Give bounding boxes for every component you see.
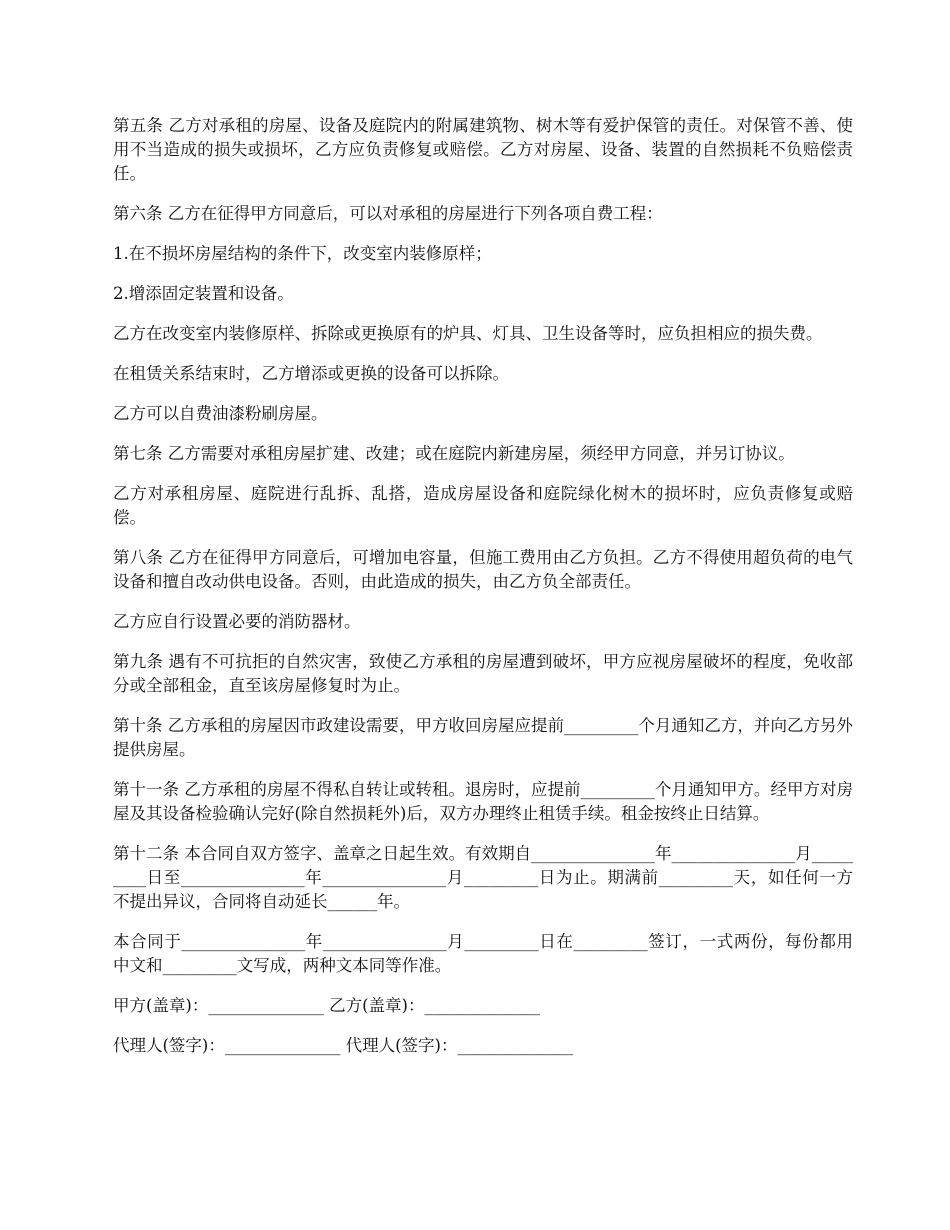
clause-5: 第五条 乙方对承租的房屋、设备及庭院内的附属建筑物、树木等有爱护保管的责任。对保管不善、使用不当造成的损失或损坏，乙方应负责修复或赔偿。乙方对房屋、设备、装置的自然损耗不负赔偿责任。 xyxy=(113,116,853,183)
clause-6-item-2: 2.增添固定装置和设备。 xyxy=(113,284,294,303)
clause-6-note-loss: 乙方在改变室内装修原样、拆除或更换原有的炉具、灯具、卫生设备等时，应负担相应的损失费。 xyxy=(113,324,823,343)
clause-11: 第十一条 乙方承租的房屋不得私自转让或转租。退房时，应提前_________个月通知甲方。经甲方对房屋及其设备检验确认完好(除自然损耗外)后，双方办理终止租赁手续。租金按终止日结算。 xyxy=(113,780,853,823)
party-seal-line: 甲方(盖章)：______________ 乙方(盖章)：______________ xyxy=(113,996,540,1015)
clause-10: 第十条 乙方承租的房屋因市政建设需要，甲方收回房屋应提前_________个月通知乙方，并向乙方另外提供房屋。 xyxy=(113,716,853,759)
clause-6-item-1: 1.在不损坏房屋结构的条件下，改变室内装修原样； xyxy=(113,244,492,263)
agent-signature-line: 代理人(签字)：______________ 代理人(签字)：______________ xyxy=(113,1036,573,1055)
clause-9: 第九条 遇有不可抗拒的自然灾害，致使乙方承租的房屋遭到破坏，甲方应视房屋破坏的程度，免收部分或全部租金，直至该房屋修复时为止。 xyxy=(113,652,853,695)
clause-7: 第七条 乙方需要对承租房屋扩建、改建；或在庭院内新建房屋，须经甲方同意，并另订协议。 xyxy=(113,444,795,463)
clause-8-note: 乙方应自行设置必要的消防器材。 xyxy=(113,612,361,631)
clause-6-note-paint: 乙方可以自费油漆粉刷房屋。 xyxy=(113,404,328,423)
clause-6-note-removal: 在租赁关系结束时，乙方增添或更换的设备可以拆除。 xyxy=(113,364,509,383)
clause-12: 第十二条 本合同自双方签字、盖章之日起生效。有效期自_______________年_______________月_________日至_______________年_______________月_________日为止。期满前_________天，如任何一方不提出异议，合同将自动延长______年。 xyxy=(113,844,853,911)
contract-document xyxy=(113,114,853,1074)
signing-info: 本合同于_______________年_______________月_________日在_________签订，一式两份，每份都用中文和_________文写成，两种文本同等作准。 xyxy=(113,932,853,975)
clause-8: 第八条 乙方在征得甲方同意后，可增加电容量，但施工费用由乙方负担。乙方不得使用超负荷的电气设备和擅自改动供电设备。否则，由此造成的损失，由乙方负全部责任。 xyxy=(113,548,853,591)
clause-7-note: 乙方对承租房屋、庭院进行乱拆、乱搭，造成房屋设备和庭院绿化树木的损坏时，应负责修复或赔偿。 xyxy=(113,484,853,527)
clause-6: 第六条 乙方在征得甲方同意后，可以对承租的房屋进行下列各项自费工程： xyxy=(113,204,663,223)
